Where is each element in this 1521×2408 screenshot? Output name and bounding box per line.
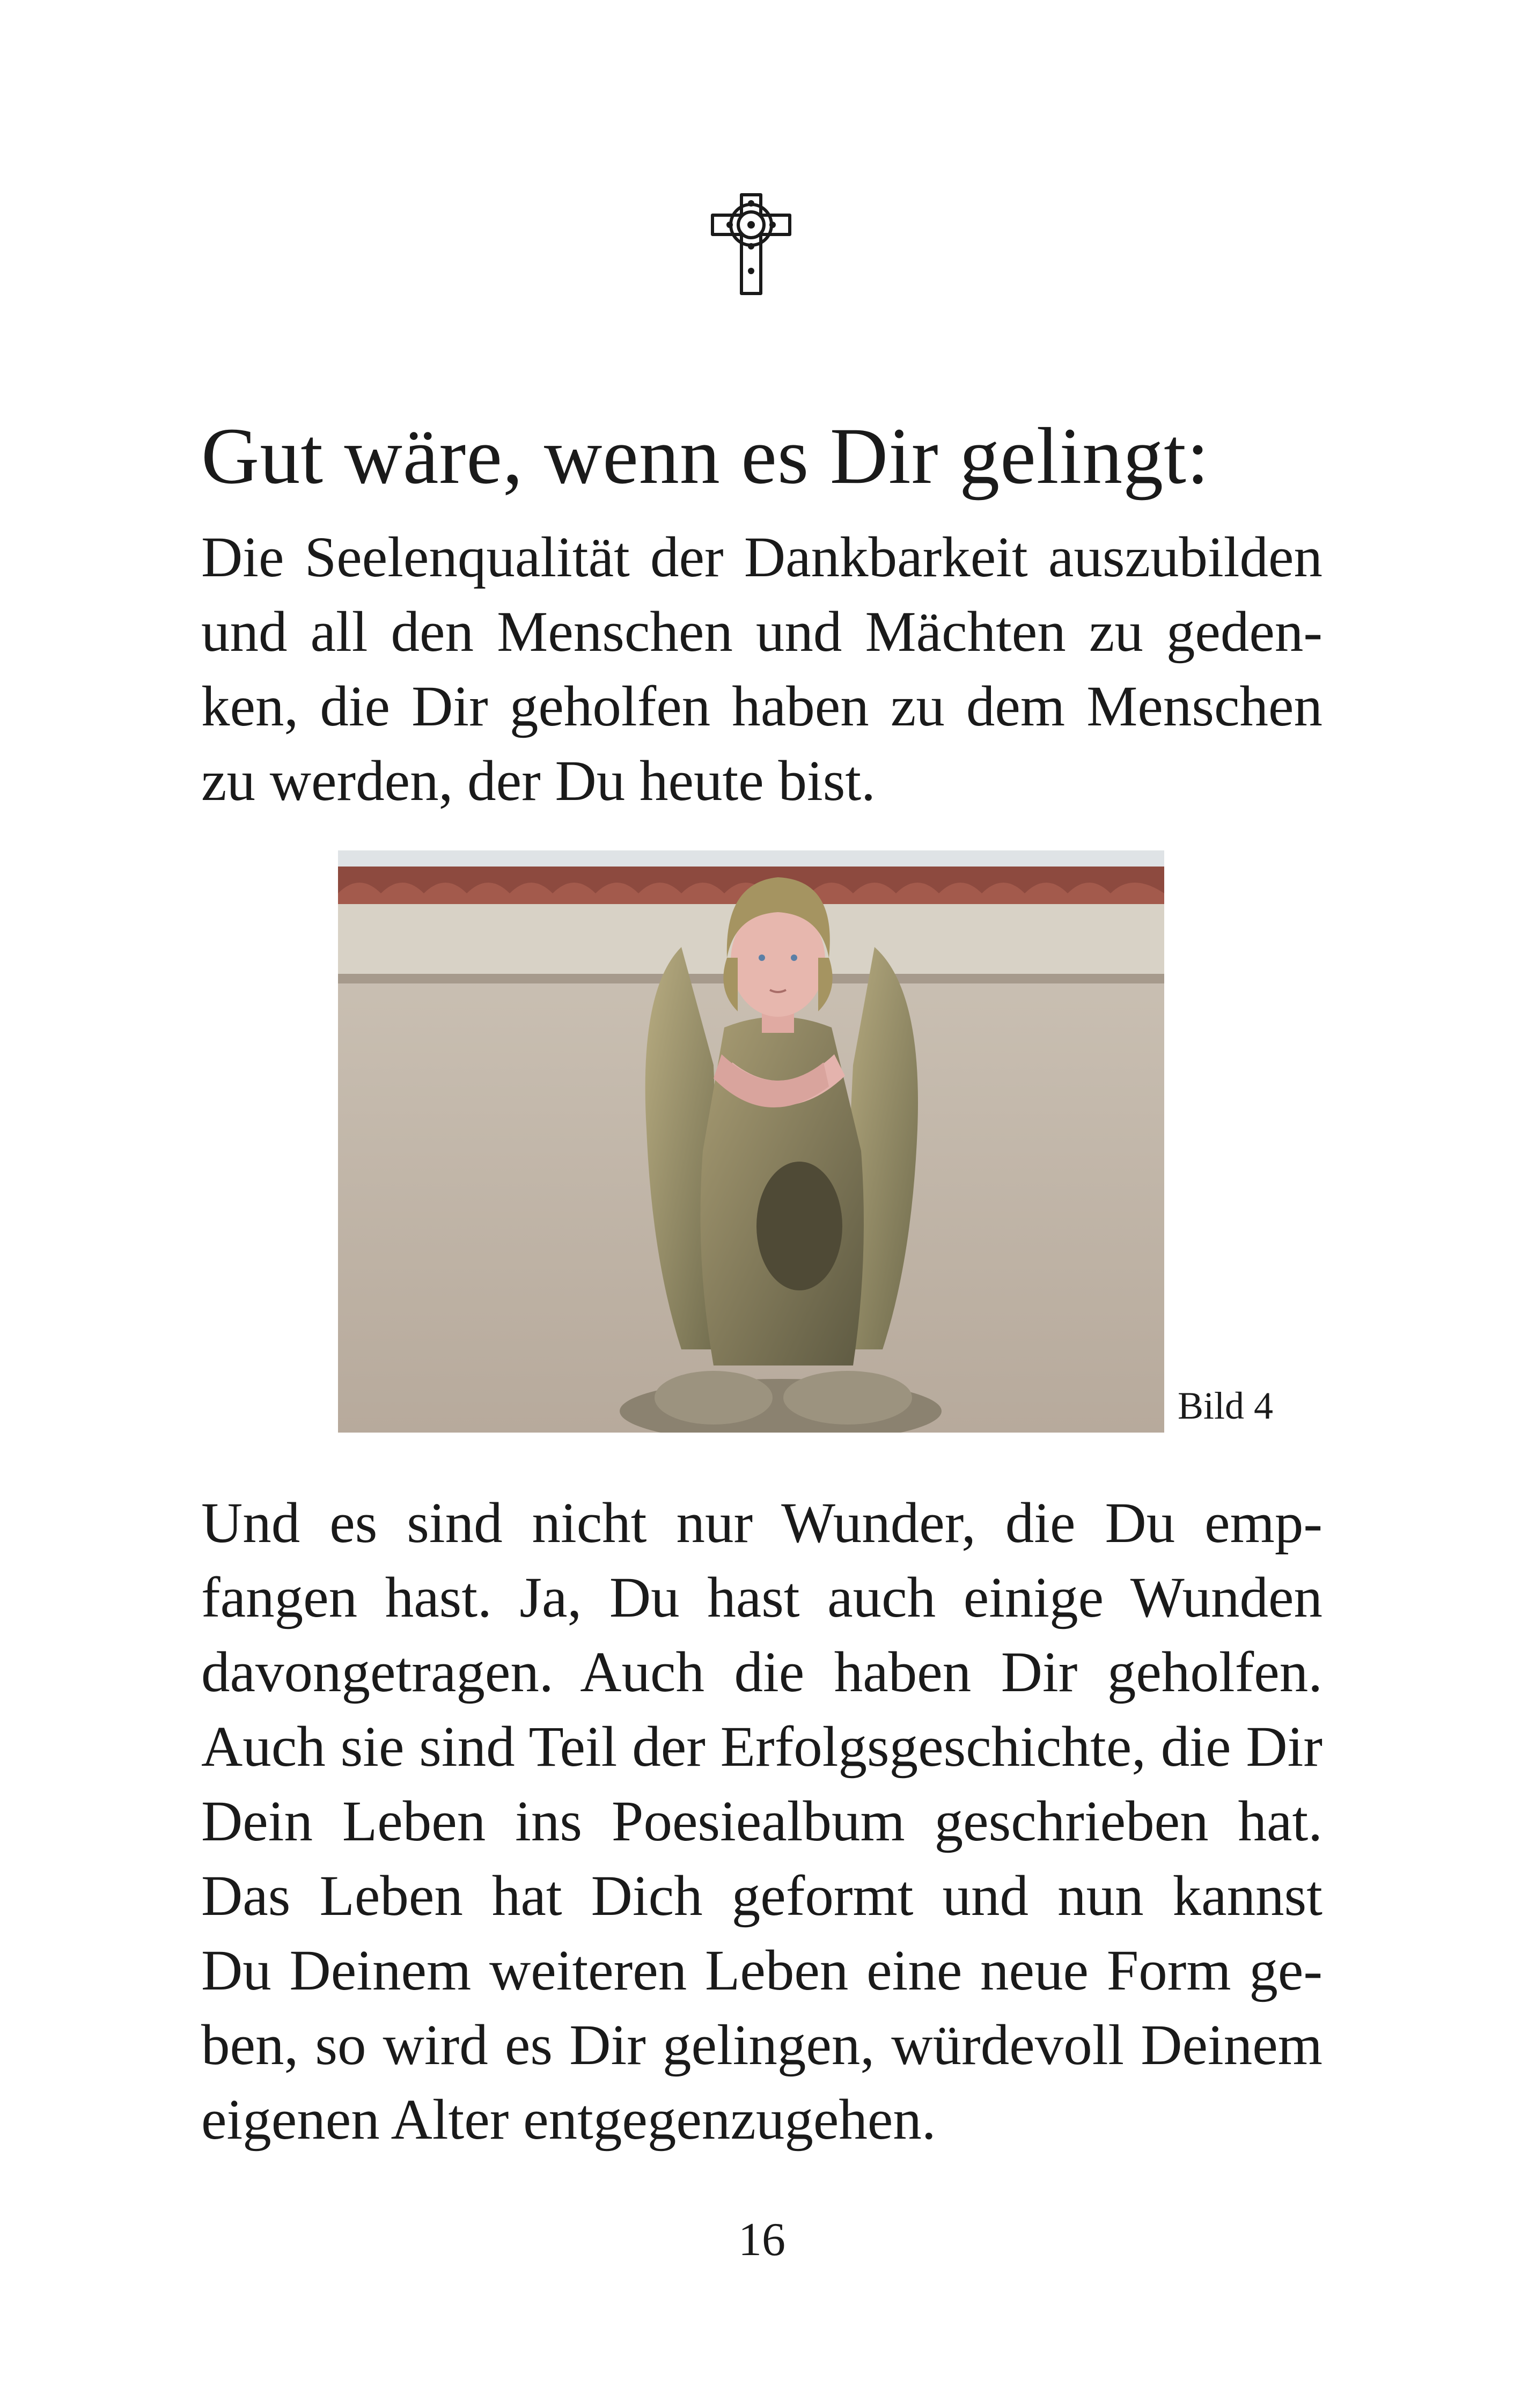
text-line: ken, die Dir geholfen haben zu dem Menschen xyxy=(201,675,1322,738)
figure-caption: Bild 4 xyxy=(1178,1384,1274,1427)
page-heading: Gut wäre, wenn es Dir gelingt: xyxy=(201,412,1210,501)
text-line: Und es sind nicht nur Wunder, die Du emp- xyxy=(201,1492,1322,1555)
text-line: fangen hast. Ja, Du hast auch einige Wunden xyxy=(201,1566,1322,1629)
main-paragraph xyxy=(201,1486,1322,2157)
intro-paragraph xyxy=(201,520,1322,819)
text-line: davongetragen. Auch die haben Dir geholfen. xyxy=(201,1641,1322,1704)
text-line: und all den Menschen und Mächten zu geden- xyxy=(201,600,1322,664)
angel-statue-photo xyxy=(338,850,1164,1433)
text-line: Auch sie sind Teil der Erfolgsgeschichte, die Dir xyxy=(201,1715,1322,1779)
text-line: zu werden, der Du heute bist. xyxy=(201,750,876,813)
text-line: Das Leben hat Dich geformt und nun kannst xyxy=(201,1864,1322,1928)
text-line: Dein Leben ins Poesiealbum geschrieben hat. xyxy=(201,1790,1322,1853)
text-line: ben, so wird es Dir gelingen, würdevoll Deinem xyxy=(201,2014,1322,2077)
text-line: Du Deinem weiteren Leben eine neue Form ge- xyxy=(201,1939,1322,2002)
page-number: 16 xyxy=(738,2214,785,2266)
text-line: eigenen Alter entgegenzugehen. xyxy=(201,2088,936,2152)
celtic-cross-icon xyxy=(708,190,794,298)
text-line: Die Seelenqualität der Dankbarkeit auszubilden xyxy=(201,526,1322,589)
